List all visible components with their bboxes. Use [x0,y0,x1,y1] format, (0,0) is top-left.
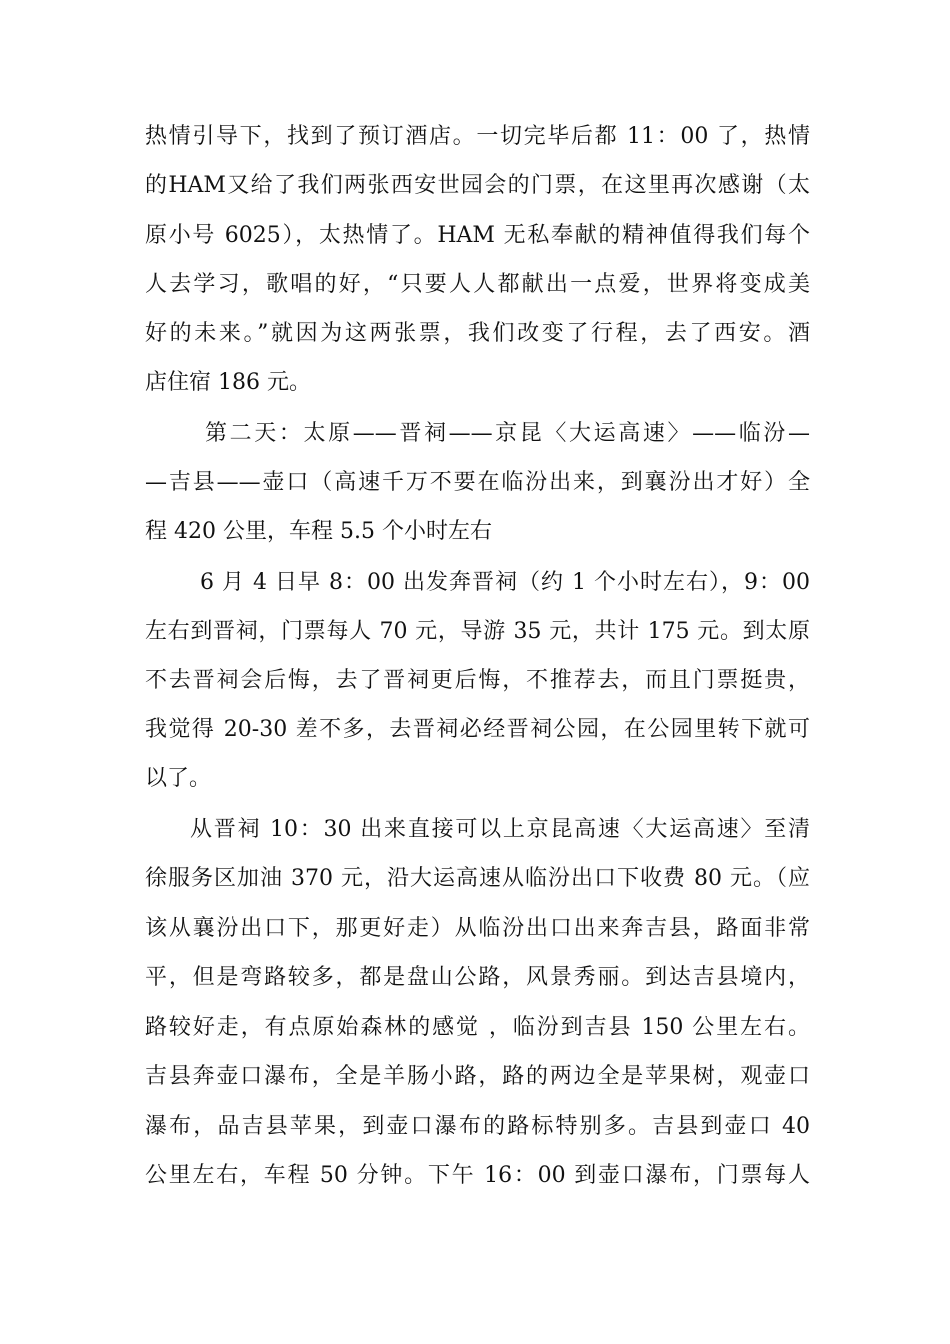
text-line: 以了。 [145,766,212,791]
text-line: 不去晋祠会后悔，去了晋祠更后悔，不推荐去，而且门票挺贵， [145,668,810,693]
text-line: 吉县奔壶口瀑布，全是羊肠小路，路的两边全是苹果树，观壶口 [145,1064,810,1089]
text-line: 公里左右，车程 50 分钟。下午 16：00 到壶口瀑布，门票每人 [145,1163,810,1188]
text-line: 我觉得 20-30 差不多，去晋祠必经晋祠公园，在公园里转下就可 [145,717,810,742]
text-line: 热情引导下，找到了预订酒店。一切完毕后都 11：00 了，热情 [145,124,810,149]
text-line: 徐服务区加油 370 元，沿大运高速从临汾出口下收费 80 元。（应 [145,866,810,891]
text-line: 平，但是弯路较多，都是盘山公路，风景秀丽。到达吉县境内， [145,965,810,990]
text-line: 店住宿 186 元。 [145,370,311,395]
text-line: 从晋祠 10：30 出来直接可以上京昆高速〈大运高速〉至清 [190,817,810,842]
text-line: 该从襄汾出口下，那更好走）从临汾出口出来奔吉县，路面非常 [145,916,810,941]
text-line: 6 月 4 日早 8：00 出发奔晋祠（约 1 个小时左右），9：00 [200,570,810,595]
text-line: 路较好走，有点原始森林的感觉 ，临汾到吉县 150 公里左右。 [145,1015,810,1040]
text-line: 左右到晋祠，门票每人 70 元，导游 35 元，共计 175 元。到太原 [145,619,810,644]
text-line: 好的未来。”就因为这两张票，我们改变了行程，去了西安。酒 [145,321,810,346]
text-line: 人去学习，歌唱的好，“只要人人都献出一点爱，世界将变成美 [145,272,810,297]
text-line: 程 420 公里，车程 5.5 个小时左右 [145,519,492,544]
text-line: 的HAM又给了我们两张西安世园会的门票，在这里再次感谢（太 [145,173,810,198]
text-line: 原小号 6025），太热情了。HAM 无私奉献的精神值得我们每个 [145,223,810,248]
text-line: 第二天：太原——晋祠——京昆〈大运高速〉——临汾— [205,421,810,446]
text-line: —吉县——壶口（高速千万不要在临汾出来，到襄汾出才好）全 [145,470,810,495]
text-line: 瀑布，品吉县苹果，到壶口瀑布的路标特别多。吉县到壶口 40 [145,1114,810,1139]
